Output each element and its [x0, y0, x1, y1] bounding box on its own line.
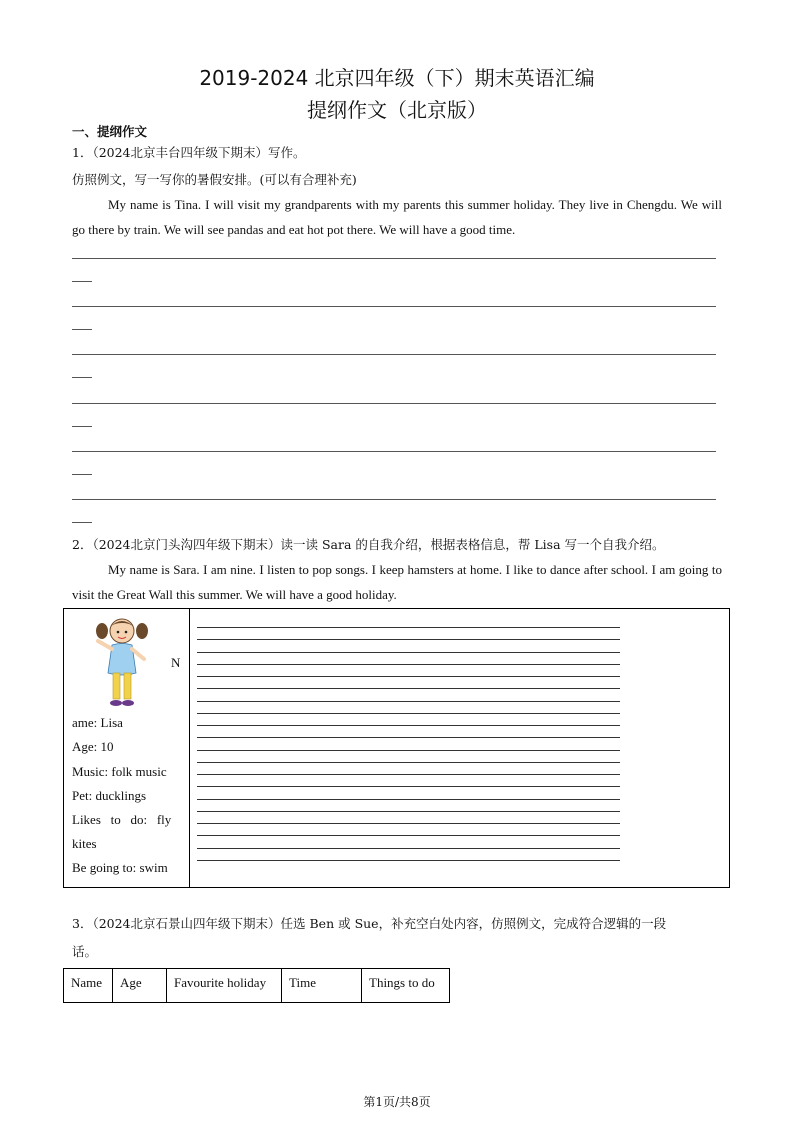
- q2-example-text: My name is Sara. I am nine. I listen to pop songs. I keep hamsters at home. I like to dance after school. I am going to visit the Great Wall this summer. We will have a good holiday.: [72, 562, 722, 602]
- card-pet: Pet: ducklings: [72, 788, 147, 803]
- card-music: Music: folk music: [72, 764, 167, 779]
- writing-line[interactable]: [197, 652, 620, 653]
- writing-line[interactable]: [197, 737, 620, 738]
- writing-line[interactable]: [197, 848, 620, 849]
- writing-line[interactable]: [197, 774, 620, 775]
- girl-illustration: [90, 615, 154, 711]
- writing-line[interactable]: [197, 799, 620, 800]
- q1-example-text: My name is Tina. I will visit my grandparents with my parents this summer holiday. They live in Chengdu. We will go there by train. We will see pandas and eat hot pot there. We will have a good time.: [72, 197, 722, 237]
- card-divider: [189, 609, 190, 887]
- writing-line[interactable]: [197, 823, 620, 824]
- writing-line[interactable]: [197, 664, 620, 665]
- writing-line[interactable]: [197, 750, 620, 751]
- page-number: 第1页/共8页: [363, 1095, 431, 1109]
- q3-heading-line-2: 话。: [72, 944, 98, 959]
- q1-instruction: 仿照例文，写一写你的暑假安排。(可以有合理补充): [72, 172, 357, 187]
- table-header-things-to-do: Things to do: [362, 969, 450, 1003]
- table-header-age: Age: [113, 969, 167, 1003]
- document-title-line-2: 提纲作文（北京版）: [307, 98, 487, 122]
- writing-line[interactable]: [197, 725, 620, 726]
- table-row: [64, 969, 450, 1003]
- writing-line[interactable]: [197, 786, 620, 787]
- section-title: 一、提纲作文: [72, 124, 148, 139]
- card-likes-line-1: Likes to do: fly: [72, 812, 172, 827]
- card-name: ame: Lisa: [72, 715, 123, 730]
- writing-line[interactable]: [197, 688, 620, 689]
- writing-line[interactable]: [197, 627, 620, 628]
- q1-heading: 1．（2024北京丰台四年级下期末）写作。: [72, 145, 306, 160]
- table-header-favourite-holiday: Favourite holiday: [167, 969, 282, 1003]
- writing-line[interactable]: [197, 701, 620, 702]
- writing-line[interactable]: [197, 676, 620, 677]
- writing-line[interactable]: [197, 713, 620, 714]
- table-header-name: Name: [64, 969, 113, 1003]
- writing-line[interactable]: [197, 835, 620, 836]
- q3-table: [63, 968, 450, 1003]
- table-header-time: Time: [282, 969, 362, 1003]
- q2-info-card: [63, 608, 730, 888]
- writing-line[interactable]: [197, 811, 620, 812]
- writing-line[interactable]: [197, 639, 620, 640]
- q2-heading: 2．（2024北京门头沟四年级下期末）读一读 Sara 的自我介绍，根据表格信息，帮 Lisa 写一个自我介绍。: [72, 537, 665, 552]
- card-likes-line-2: kites: [72, 836, 97, 851]
- writing-line[interactable]: [197, 762, 620, 763]
- q3-heading-line-1: 3．（2024北京石景山四年级下期末）任选 Ben 或 Sue，补充空白处内容，仿照例文，完成符合逻辑的一段: [72, 916, 667, 931]
- card-letter-n: N: [171, 655, 181, 670]
- card-age: Age: 10: [72, 739, 114, 754]
- writing-line[interactable]: [197, 860, 620, 861]
- card-going: Be going to: swim: [72, 860, 168, 875]
- document-title-line-1: 2019-2024 北京四年级（下）期末英语汇编: [199, 66, 595, 90]
